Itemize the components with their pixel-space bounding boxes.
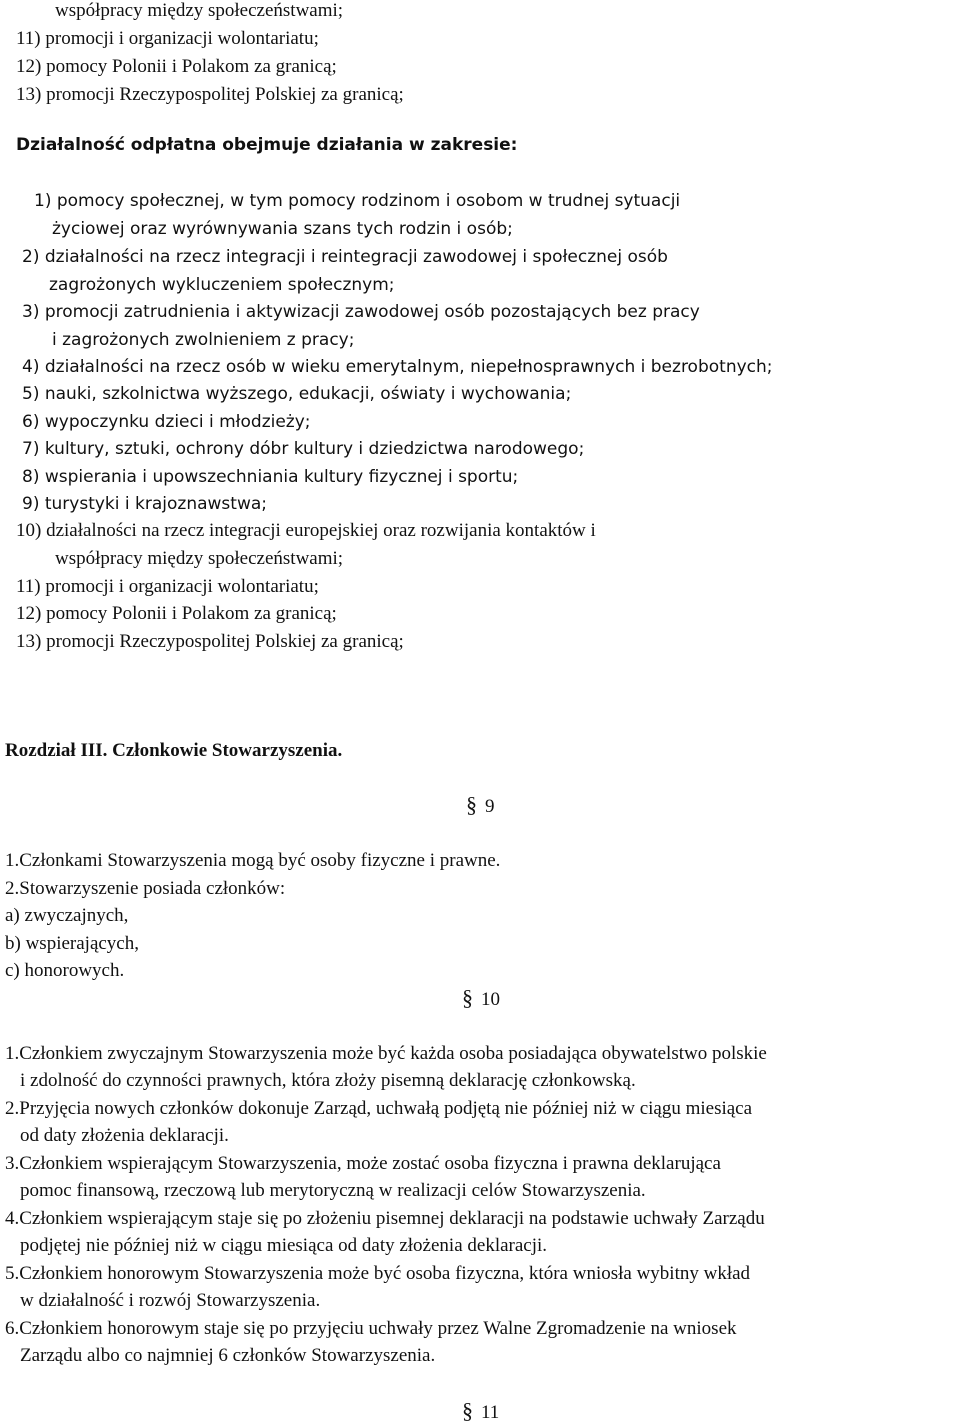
paragraph-line: 4.Członkiem wspierającym staje się po złożeniu pisemnej deklaracji na podstawie uchwały Zarządu (5, 1208, 765, 1229)
paragraph-line: 2.Stowarzyszenie posiada członków: (5, 878, 286, 899)
paragraph-line: 3.Członkiem wspierającym Stowarzyszenia, może zostać osoba fizyczna i prawna deklarująca (5, 1153, 721, 1174)
list-line: 10) działalności na rzecz integracji europejskiej oraz rozwijania kontaktów i (16, 520, 596, 541)
paragraph-line: 1.Członkiem zwyczajnym Stowarzyszenia może być każda osoba posiadająca obywatelstwo polskie (5, 1043, 767, 1064)
paid-activity-heading: Działalność odpłatna obejmuje działania w zakresie: (16, 135, 518, 155)
paragraph-line: i zdolność do czynności prawnych, która złoży pisemną deklarację członkowską. (20, 1070, 636, 1091)
paragraph-line: 1.Członkami Stowarzyszenia mogą być osoby fizyczne i prawne. (5, 850, 501, 871)
list-line: 7) kultury, sztuki, ochrony dóbr kultury i dziedzictwa narodowego; (22, 439, 585, 459)
chapter-heading: Rozdział III. Członkowie Stowarzyszenia. (5, 740, 343, 761)
paragraph-line: 2.Przyjęcia nowych członków dokonuje Zarząd, uchwałą podjętą nie później niż w ciągu miesiąca (5, 1098, 753, 1119)
list-line: 8) wspierania i upowszechniania kultury fizycznej i sportu; (22, 467, 519, 487)
list-line: i zagrożonych zwolnieniem z pracy; (52, 330, 355, 350)
paragraph-line: 5.Członkiem honorowym Stowarzyszenia może być osoba fizyczna, która wniosła wybitny wkład (5, 1263, 751, 1284)
list-line: 5) nauki, szkolnictwa wyższego, edukacji, oświaty i wychowania; (22, 384, 572, 404)
paragraph-line: 6.Członkiem honorowym staje się po przyjęciu uchwały przez Walne Zgromadzenie na wniosek (5, 1318, 737, 1339)
list-line: 13) promocji Rzeczypospolitej Polskiej za granicą; (16, 631, 404, 652)
list-line: 2) działalności na rzecz integracji i reintegracji zawodowej i społecznej osób (22, 247, 668, 267)
section-mark: § (462, 1398, 473, 1423)
list-line: 12) pomocy Polonii i Polakom za granicą; (16, 56, 337, 77)
list-line: 11) promocji i organizacji wolontariatu; (16, 28, 319, 49)
section-mark: § (462, 985, 473, 1010)
paragraph-line: podjętej nie później niż w ciągu miesiąca od daty złożenia deklaracji. (20, 1235, 548, 1256)
list-line: 11) promocji i organizacji wolontariatu; (16, 576, 319, 597)
list-line: 3) promocji zatrudnienia i aktywizacji zawodowej osób pozostających bez pracy (22, 302, 700, 322)
section-mark: § (466, 792, 477, 817)
list-line: 12) pomocy Polonii i Polakom za granicą; (16, 603, 337, 624)
paragraph-line: b) wspierających, (5, 933, 139, 954)
list-line: zagrożonych wykluczeniem społecznym; (49, 275, 395, 295)
section-number: 9 (485, 796, 495, 817)
section-9-heading (466, 794, 495, 818)
list-line: 9) turystyki i krajoznawstwa; (22, 494, 267, 514)
list-line: 6) wypoczynku dzieci i młodzieży; (22, 412, 311, 432)
section-number: 10 (481, 989, 500, 1010)
paragraph-line: a) zwyczajnych, (5, 905, 129, 926)
paragraph-line: pomoc finansową, rzeczową lub merytoryczną w realizacji celów Stowarzyszenia. (20, 1180, 646, 1201)
list-line: 13) promocji Rzeczypospolitej Polskiej za granicą; (16, 84, 404, 105)
section-11-heading (462, 1400, 499, 1424)
section-10-heading (462, 987, 500, 1011)
list-line: 4) działalności na rzecz osób w wieku emerytalnym, niepełnosprawnych i bezrobotnych; (22, 357, 773, 377)
section-number: 11 (481, 1402, 500, 1423)
list-line: współpracy między społeczeństwami; (55, 548, 344, 569)
paragraph-line: w działalność i rozwój Stowarzyszenia. (20, 1290, 321, 1311)
list-line: współpracy między społeczeństwami; (55, 0, 344, 21)
list-line: życiowej oraz wyrównywania szans tych rodzin i osób; (52, 219, 513, 239)
paragraph-line: c) honorowych. (5, 960, 125, 981)
paragraph-line: Zarządu albo co najmniej 6 członków Stowarzyszenia. (20, 1345, 436, 1366)
list-line: 1) pomocy społecznej, w tym pomocy rodzinom i osobom w trudnej sytuacji (34, 191, 681, 211)
paragraph-line: od daty złożenia deklaracji. (20, 1125, 229, 1146)
